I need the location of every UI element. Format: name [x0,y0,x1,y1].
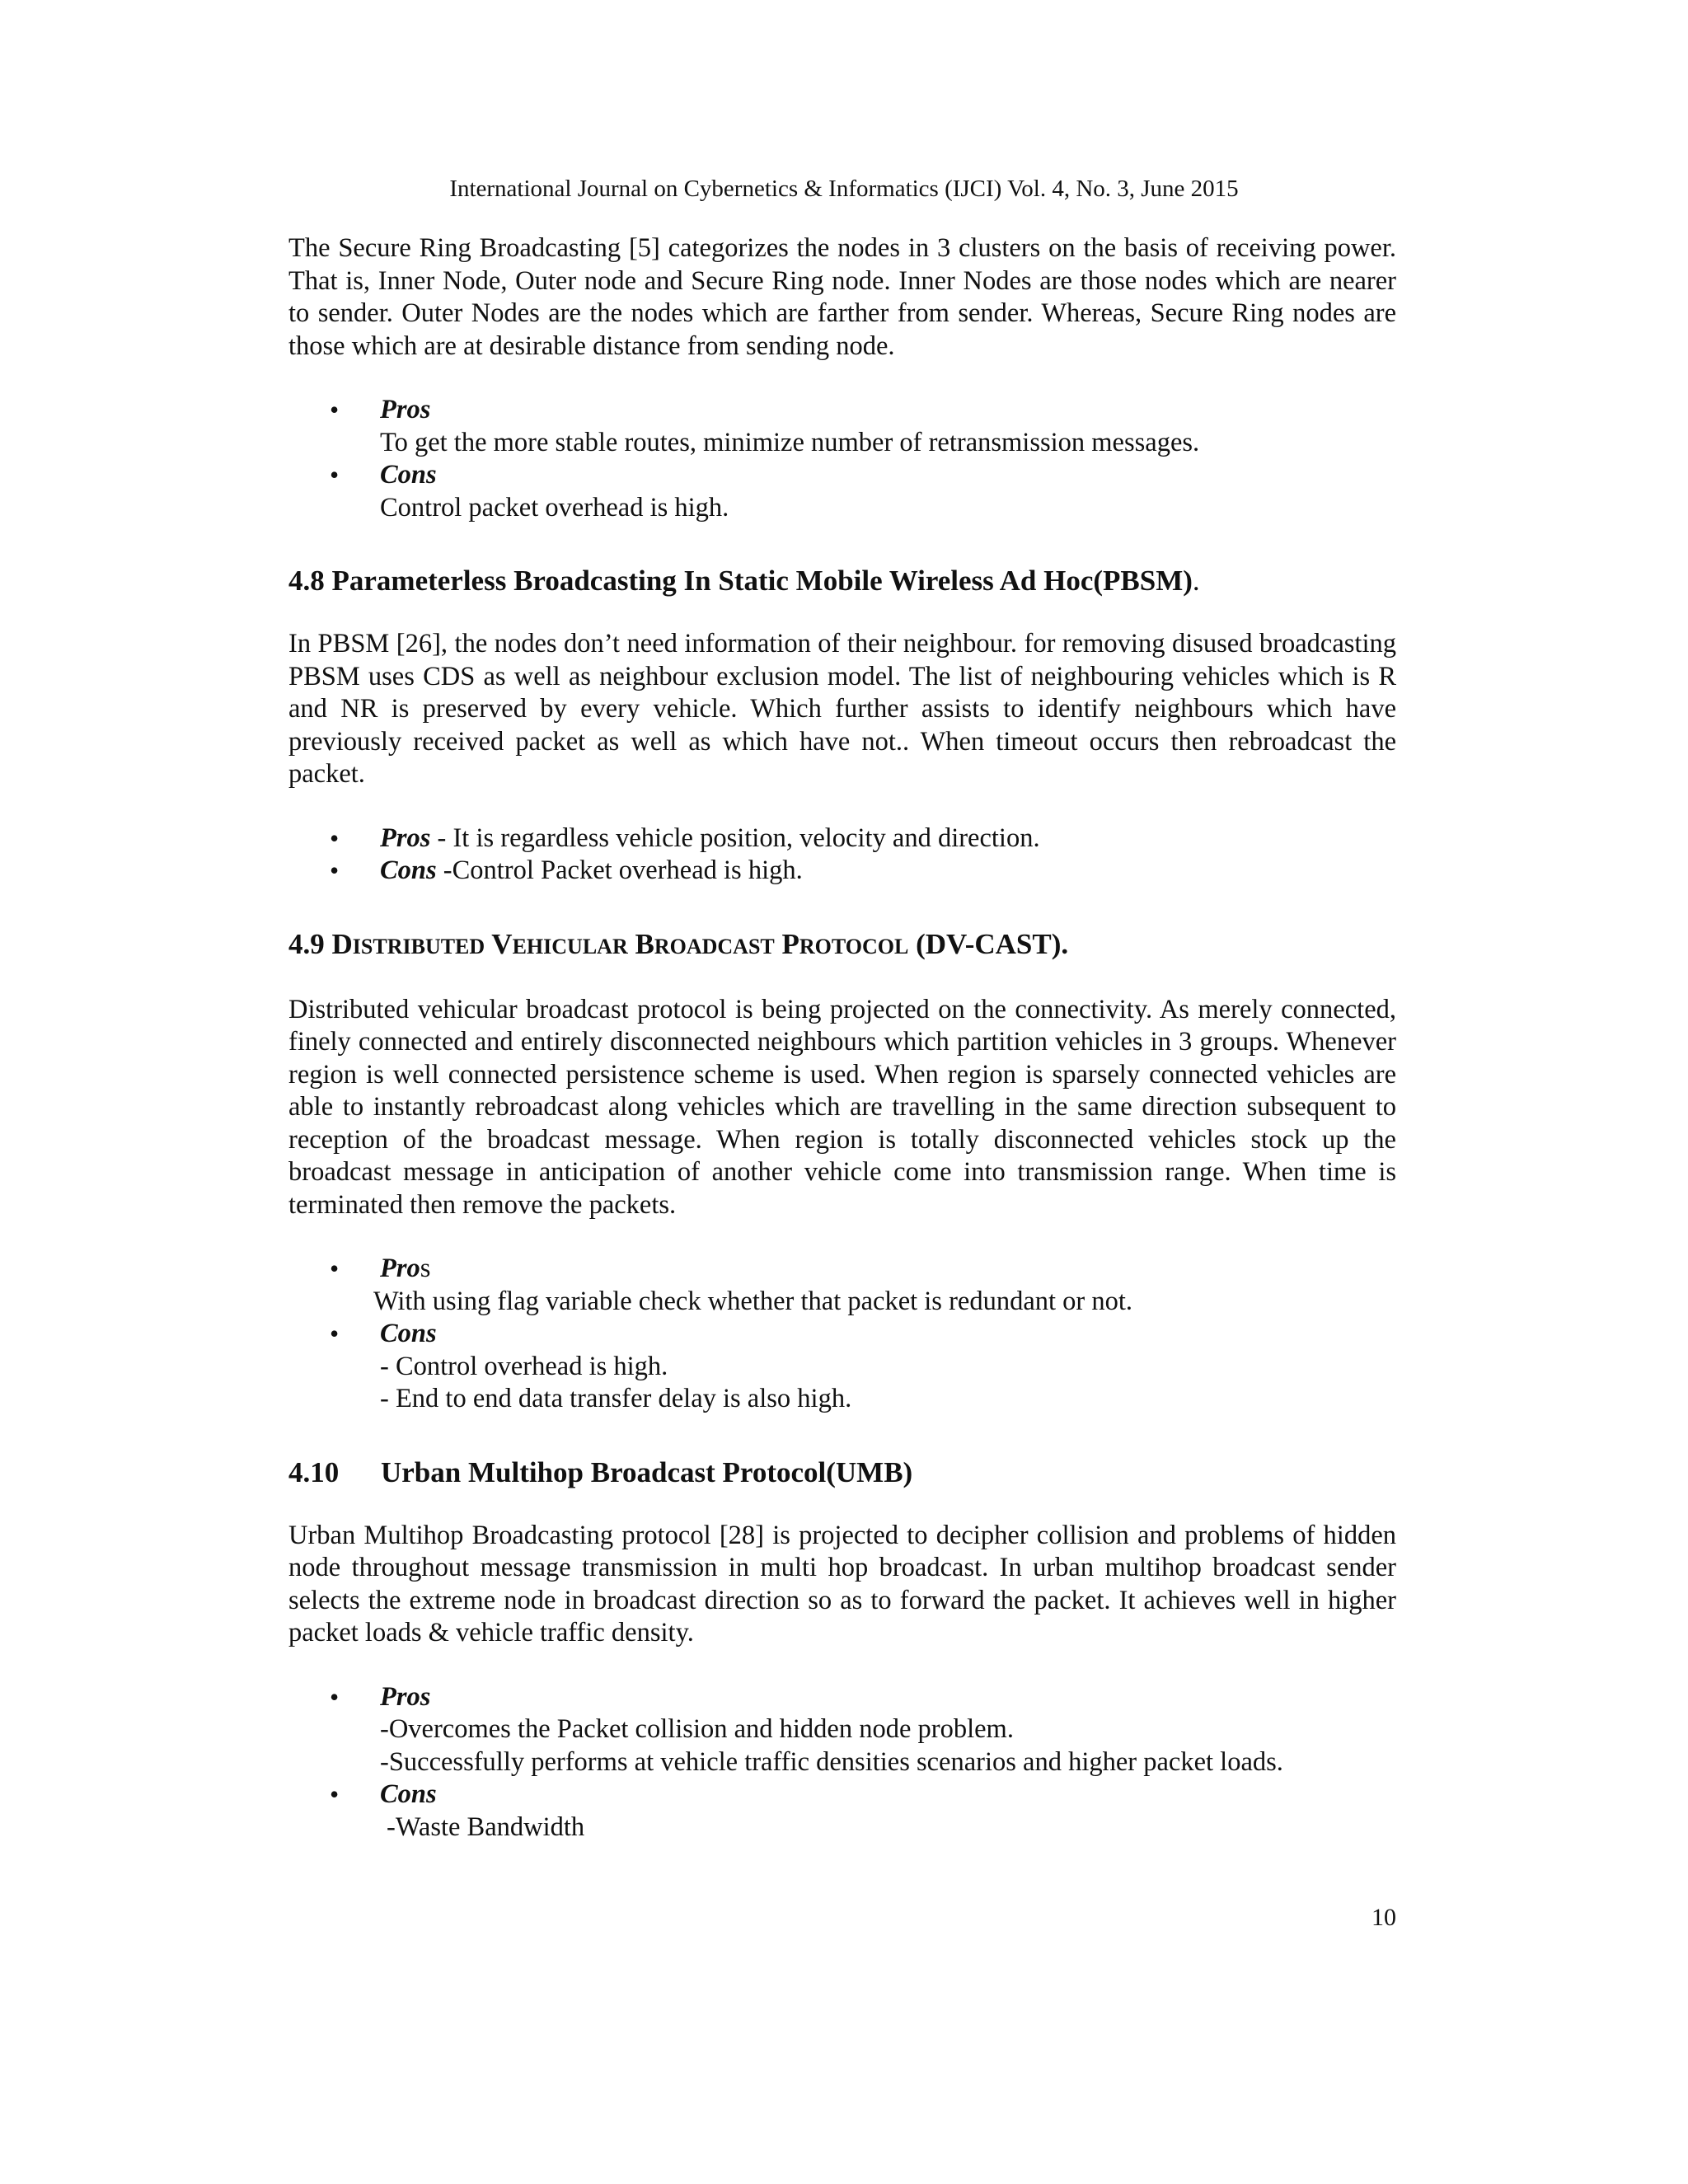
heading-number: 4.10 [288,1455,340,1488]
pros-label-tail: s [420,1254,431,1283]
pros-text: -Overcomes the Packet collision and hidden node problem. [380,1714,1014,1744]
bullet-icon: • [330,395,340,424]
heading-word-cap: V [485,927,513,960]
page-number: 10 [1372,1904,1396,1931]
bullet-icon: • [330,1681,340,1712]
cons-text: Control packet overhead is high. [380,492,729,523]
list-item [288,823,1396,855]
umb-bullets [288,1681,1396,1844]
heading-text: 4.8 Parameterless Broadcasting In Static Mobile Wireless Ad Hoc(PBSM) [288,565,1193,597]
dvcast-paragraph: Distributed vehicular broadcast protocol is being projected on the connectivity. As merely connected, finely connected and entirely disconnected neighbours which partition vehicles in 3 groups. Whenever region is well connected persistence scheme is used. When region is sparsely connected vehicles are able to instantly rebroadcast along vehicles which are travelling in the same direction subsequent to reception of the broadcast message. When region is totally disconnected vehicles stock up the broadcast message in anticipation of another vehicle come into transmission range. When time is terminated then remove the packets. [288,994,1396,1220]
running-header: International Journal on Cybernetics & Informatics (IJCI) Vol. 4, No. 3, June 2015 [449,176,1239,202]
cons-text: -Control Packet overhead is high. [436,855,803,885]
heading-word-rest: ROTOCOL [799,934,909,958]
pros-label: Pros [380,823,431,853]
pbsm-paragraph: In PBSM [26], the nodes don’t need information of their neighbour. for removing disused broadcasting PBSM uses CDS as well as neighbour exclusion model. The list of neighbouring vehicles which is R and NR is preserved by every vehicle. Which further assists to identify neighbours which have previously received packet as well as which have not.. When timeout occurs then rebroadcast the packet. [288,629,1396,789]
secure-ring-bullets [288,394,1396,524]
pros-text: To get the more stable routes, minimize number of retransmission messages. [380,427,1200,457]
cons-label: Cons [380,1779,437,1809]
bullet-icon: • [330,460,340,490]
heading-word-cap: B [627,927,654,960]
cons-text: - Control overhead is high. [380,1351,668,1381]
page-body [288,232,1396,1844]
bullet-icon: • [330,1254,340,1283]
pros-label: Pro [380,1254,420,1283]
umb-paragraph: Urban Multihop Broadcasting protocol [28] is projected to decipher collision and problems of hidden node throughout message transmission in multi hop broadcast. In urban multihop broadcast sender selects the extreme node in broadcast direction so as to forward the packet. It achieves well in higher packet loads & vehicle traffic density. [288,1520,1396,1647]
heading-word-rest: ISTRIBUTED [352,934,485,958]
cons-text: -Waste Bandwidth [387,1811,585,1842]
bullet-icon: • [330,1779,340,1809]
dvcast-bullets [288,1253,1396,1416]
list-item [288,1779,1396,1844]
heading-tail: (DV-CAST). [908,927,1069,960]
list-item [288,394,1396,459]
pros-label: Pros [380,395,431,424]
cons-text: - End to end data transfer delay is also high. [380,1384,852,1413]
pros-text: -Successfully performs at vehicle traffic densities scenarios and higher packet loads. [380,1746,1283,1777]
heading-text: Urban Multihop Broadcast Protocol(UMB) [381,1455,913,1488]
list-item [288,1318,1396,1416]
secure-ring-paragraph: The Secure Ring Broadcasting [5] categorizes the nodes in 3 clusters on the basis of receiving power. That is, Inner Node, Outer node and Secure Ring node. Inner Nodes are those nodes which are nearer to sender. Outer Nodes are the nodes which are farther from sender. Whereas, Secure Ring nodes are those which are at desirable distance from sending node. [288,233,1396,361]
bullet-icon: • [330,855,340,885]
cons-label: Cons [380,460,437,490]
pbsm-bullets [288,823,1396,888]
section-heading-4-8 [288,564,1396,598]
cons-label: Cons [380,855,437,885]
pros-text: With using flag variable check whether that packet is redundant or not. [373,1286,1133,1316]
pros-label: Pros [380,1681,431,1712]
heading-number: 4.9 [288,927,332,960]
cons-label: Cons [380,1319,437,1348]
heading-word-rest: ROADCAST [654,934,775,958]
bullet-icon: • [330,1319,340,1348]
heading-word-rest: EHICULAR [512,934,628,958]
heading-tail: . [1192,565,1200,597]
section-heading-4-10 [288,1455,1396,1490]
list-item [288,855,1396,888]
heading-word-cap: D [331,927,353,960]
list-item [288,459,1396,524]
pros-text: - It is regardless vehicle position, velocity and direction. [430,823,1040,853]
list-item [288,1253,1396,1318]
bullet-icon: • [330,823,340,853]
heading-word-cap: P [774,927,799,960]
list-item [288,1681,1396,1779]
section-heading-4-9 [288,927,1396,964]
